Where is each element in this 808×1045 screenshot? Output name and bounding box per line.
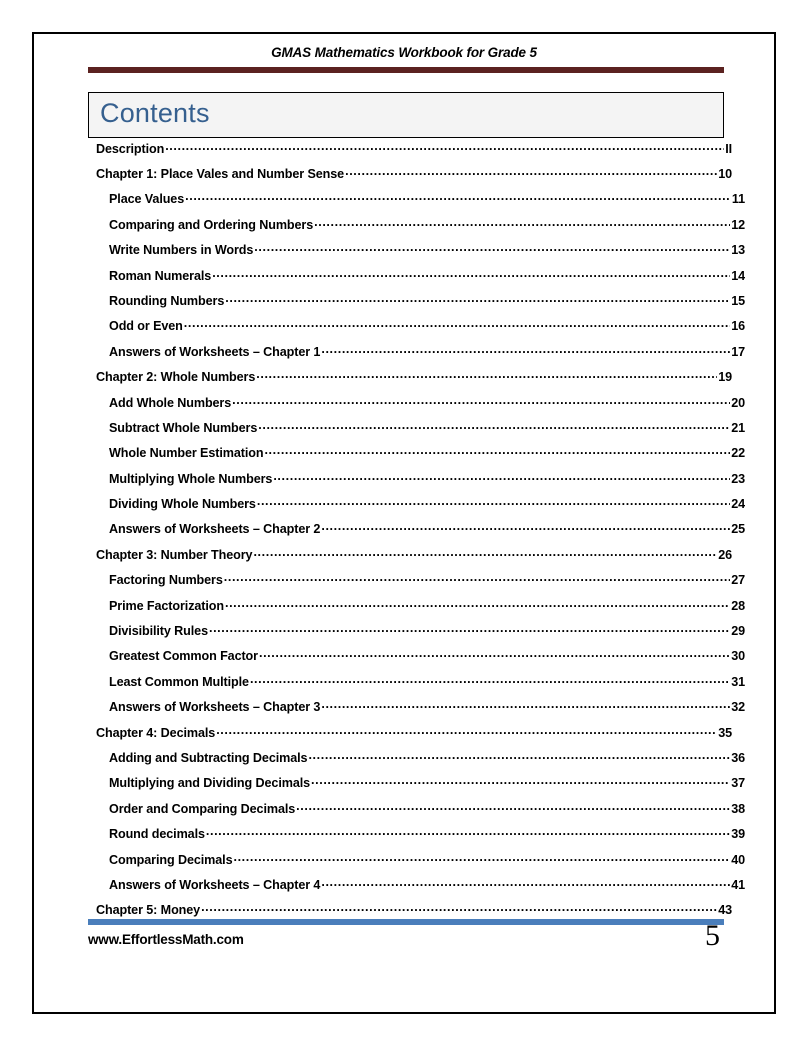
toc-entry-row[interactable] bbox=[88, 648, 745, 673]
toc-entry-page-number: 11 bbox=[731, 192, 745, 207]
running-header bbox=[34, 34, 774, 78]
toc-entry-page-number: 24 bbox=[731, 497, 745, 512]
toc-entry-page-number: 40 bbox=[731, 852, 745, 867]
toc-dot-leader bbox=[233, 851, 730, 864]
toc-entry-row[interactable] bbox=[88, 521, 745, 546]
footer-website[interactable]: www.EffortlessMath.com bbox=[88, 932, 244, 947]
toc-entry-label: Chapter 1: Place Vales and Number Sense bbox=[96, 166, 345, 181]
toc-entry-page-number: 20 bbox=[731, 395, 745, 410]
toc-entry-label: Chapter 4: Decimals bbox=[96, 725, 216, 740]
toc-entry-page-number: 31 bbox=[731, 674, 745, 689]
toc-entry-page-number: 32 bbox=[731, 700, 745, 715]
toc-entry-row[interactable] bbox=[88, 673, 745, 698]
toc-entry-page-number: 25 bbox=[731, 522, 745, 537]
toc-entry-label: Place Values bbox=[109, 192, 185, 207]
toc-entry-page-number: 14 bbox=[731, 268, 745, 283]
toc-entry-label: Adding and Subtracting Decimals bbox=[109, 750, 308, 765]
toc-entry-label: Multiplying and Dividing Decimals bbox=[109, 776, 311, 791]
toc-entry-row[interactable] bbox=[88, 419, 745, 444]
toc-entry-page-number: 19 bbox=[718, 370, 732, 385]
toc-entry-page-number: 21 bbox=[731, 420, 745, 435]
toc-entry-label: Chapter 3: Number Theory bbox=[96, 547, 253, 562]
toc-dot-leader bbox=[273, 470, 730, 483]
toc-entry-row[interactable] bbox=[88, 242, 745, 267]
toc-chapter-row[interactable] bbox=[88, 165, 732, 190]
toc-chapter-row[interactable] bbox=[88, 369, 732, 394]
toc-entry-label: Multiplying Whole Numbers bbox=[109, 471, 273, 486]
footer-rule bbox=[88, 919, 724, 925]
page bbox=[32, 32, 776, 1014]
header-title: GMAS Mathematics Workbook for Grade 5 bbox=[271, 45, 537, 60]
toc-entry-row[interactable] bbox=[88, 699, 745, 724]
toc-entry-row[interactable] bbox=[88, 343, 745, 368]
toc-entry-row[interactable] bbox=[88, 851, 745, 876]
toc-dot-leader bbox=[165, 140, 724, 153]
toc-dot-leader bbox=[259, 648, 730, 661]
toc-entry-page-number: 35 bbox=[718, 725, 732, 740]
toc-entry-page-number: 23 bbox=[731, 471, 745, 486]
toc-entry-row[interactable] bbox=[88, 622, 745, 647]
toc-dot-leader bbox=[321, 699, 730, 712]
contents-heading-box bbox=[88, 92, 724, 138]
toc-entry-page-number: 15 bbox=[731, 293, 745, 308]
toc-dot-leader bbox=[345, 165, 717, 178]
toc-entry-label: Answers of Worksheets – Chapter 3 bbox=[109, 700, 321, 715]
toc-entry-row[interactable] bbox=[88, 292, 745, 317]
toc-entry-row[interactable] bbox=[88, 876, 745, 901]
header-rule bbox=[88, 67, 724, 73]
toc-entry-row[interactable] bbox=[88, 318, 745, 343]
toc-entry-page-number: 29 bbox=[731, 624, 745, 639]
table-of-contents bbox=[88, 140, 745, 927]
toc-entry-page-number: 41 bbox=[731, 877, 745, 892]
toc-entry-row[interactable] bbox=[88, 597, 745, 622]
toc-entry-row[interactable] bbox=[88, 800, 745, 825]
toc-entry-row[interactable] bbox=[88, 495, 745, 520]
toc-entry-page-number: 27 bbox=[731, 573, 745, 588]
toc-dot-leader bbox=[264, 445, 730, 458]
toc-dot-leader bbox=[224, 572, 730, 585]
toc-entry-row[interactable] bbox=[88, 470, 745, 495]
toc-entry-row[interactable] bbox=[88, 572, 745, 597]
toc-entry-row[interactable] bbox=[88, 191, 745, 216]
toc-entry-label: Least Common Multiple bbox=[109, 674, 249, 689]
toc-entry-label: Answers of Worksheets – Chapter 1 bbox=[109, 344, 321, 359]
toc-chapter-row[interactable] bbox=[88, 140, 732, 165]
toc-dot-leader bbox=[216, 724, 717, 737]
toc-dot-leader bbox=[185, 191, 731, 204]
toc-entry-label: Comparing Decimals bbox=[109, 852, 233, 867]
toc-dot-leader bbox=[321, 343, 730, 356]
footer-page-number: 5 bbox=[705, 919, 720, 952]
toc-chapter-row[interactable] bbox=[88, 546, 732, 571]
toc-entry-row[interactable] bbox=[88, 826, 745, 851]
toc-entry-row[interactable] bbox=[88, 775, 745, 800]
toc-entry-page-number: 39 bbox=[731, 827, 745, 842]
toc-dot-leader bbox=[314, 216, 730, 229]
toc-entry-label: Subtract Whole Numbers bbox=[109, 420, 258, 435]
toc-dot-leader bbox=[225, 597, 730, 610]
toc-entry-label: Answers of Worksheets – Chapter 2 bbox=[109, 522, 321, 537]
toc-dot-leader bbox=[256, 369, 717, 382]
toc-entry-label: Rounding Numbers bbox=[109, 293, 225, 308]
toc-entry-row[interactable] bbox=[88, 267, 745, 292]
toc-entry-label: Write Numbers in Words bbox=[109, 243, 254, 258]
toc-entry-page-number: 22 bbox=[731, 446, 745, 461]
toc-entry-label: Dividing Whole Numbers bbox=[109, 497, 256, 512]
toc-entry-page-number: 30 bbox=[731, 649, 745, 664]
toc-dot-leader bbox=[254, 242, 730, 255]
toc-entry-page-number: 10 bbox=[718, 166, 732, 181]
toc-dot-leader bbox=[212, 267, 730, 280]
toc-entry-label: Prime Factorization bbox=[109, 598, 224, 613]
toc-entry-label: Add Whole Numbers bbox=[109, 395, 232, 410]
toc-entry-row[interactable] bbox=[88, 216, 745, 241]
toc-entry-page-number: 26 bbox=[718, 547, 732, 562]
toc-entry-label: Round decimals bbox=[109, 827, 205, 842]
toc-entry-row[interactable] bbox=[88, 394, 745, 419]
toc-entry-label: Chapter 2: Whole Numbers bbox=[96, 370, 256, 385]
toc-dot-leader bbox=[232, 394, 730, 407]
toc-entry-label: Divisibility Rules bbox=[109, 624, 208, 639]
toc-entry-page-number: 43 bbox=[718, 903, 732, 918]
toc-dot-leader bbox=[296, 800, 730, 813]
toc-dot-leader bbox=[206, 826, 730, 839]
toc-dot-leader bbox=[308, 749, 730, 762]
toc-dot-leader bbox=[201, 902, 717, 915]
toc-dot-leader bbox=[184, 318, 730, 331]
toc-dot-leader bbox=[250, 673, 730, 686]
toc-dot-leader bbox=[321, 521, 730, 534]
toc-dot-leader bbox=[258, 419, 730, 432]
toc-entry-page-number: 16 bbox=[731, 319, 745, 334]
toc-entry-page-number: 38 bbox=[731, 801, 745, 816]
toc-entry-page-number: 36 bbox=[731, 750, 745, 765]
toc-dot-leader bbox=[311, 775, 730, 788]
toc-entry-label: Comparing and Ordering Numbers bbox=[109, 217, 314, 232]
toc-entry-label: Order and Comparing Decimals bbox=[109, 801, 296, 816]
toc-entry-label: Odd or Even bbox=[109, 319, 183, 334]
toc-entry-label: Greatest Common Factor bbox=[109, 649, 258, 664]
toc-entry-page-number: II bbox=[725, 141, 732, 156]
contents-heading: Contents bbox=[100, 98, 210, 128]
toc-entry-page-number: 12 bbox=[731, 217, 745, 232]
toc-dot-leader bbox=[321, 876, 730, 889]
toc-entry-label: Whole Number Estimation bbox=[109, 446, 264, 461]
toc-entry-row[interactable] bbox=[88, 749, 745, 774]
toc-entry-label: Answers of Worksheets – Chapter 4 bbox=[109, 877, 321, 892]
toc-entry-row[interactable] bbox=[88, 445, 745, 470]
toc-entry-page-number: 28 bbox=[731, 598, 745, 613]
toc-chapter-row[interactable] bbox=[88, 724, 732, 749]
toc-entry-label: Chapter 5: Money bbox=[96, 903, 201, 918]
toc-entry-label: Description bbox=[96, 141, 165, 156]
toc-dot-leader bbox=[253, 546, 717, 559]
toc-entry-page-number: 17 bbox=[731, 344, 745, 359]
toc-dot-leader bbox=[209, 622, 730, 635]
toc-entry-label: Factoring Numbers bbox=[109, 573, 223, 588]
toc-dot-leader bbox=[225, 292, 730, 305]
toc-entry-page-number: 13 bbox=[731, 243, 745, 258]
toc-entry-label: Roman Numerals bbox=[109, 268, 212, 283]
toc-dot-leader bbox=[257, 495, 730, 508]
toc-entry-page-number: 37 bbox=[731, 776, 745, 791]
